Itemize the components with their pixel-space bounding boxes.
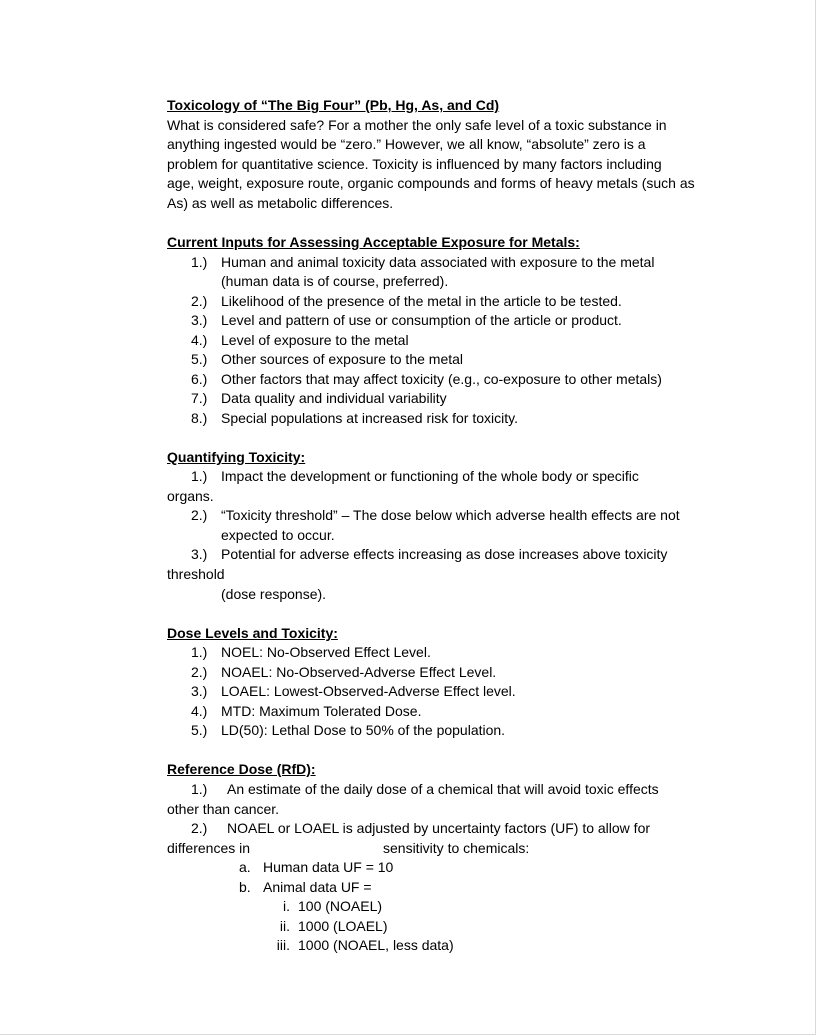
- list-number: 1.): [191, 644, 208, 660]
- list-number: 2.): [191, 293, 208, 309]
- list-item-wrap: differences in: [167, 840, 251, 856]
- big-four-para-line: anything ingested would be “zero.” However, we all know, “absolute” zero is a: [167, 136, 646, 152]
- list-number: 2.): [191, 820, 208, 836]
- list-item: [191, 467, 639, 486]
- big-four-para-line: What is considered safe? For a mother the only safe level of a toxic substance in: [167, 117, 667, 133]
- list-item-wrap: sensitivity to chemicals:: [383, 840, 530, 856]
- list-text: NOEL: No-Observed Effect Level.: [221, 644, 431, 660]
- roman-list-text: 1000 (NOAEL, less data): [298, 937, 454, 953]
- list-number: 2.): [191, 507, 208, 523]
- list-number: 8.): [191, 410, 208, 426]
- list-text: An estimate of the daily dose of a chemical that will avoid toxic effects: [227, 781, 659, 797]
- sub-list-item: [239, 858, 393, 877]
- list-item-wrap: other than cancer.: [167, 801, 280, 817]
- list-number: 1.): [191, 254, 208, 270]
- list-number: 2.): [191, 664, 208, 680]
- list-number: 5.): [191, 722, 208, 738]
- roman-numeral: ii.: [279, 918, 290, 934]
- list-item-continuation: (human data is of course, preferred).: [221, 273, 449, 289]
- list-text: Data quality and individual variability: [221, 390, 447, 406]
- list-text: NOAEL: No-Observed-Adverse Effect Level.: [221, 664, 497, 680]
- list-number: 7.): [191, 390, 208, 406]
- list-text: Special populations at increased risk for toxicity.: [221, 410, 518, 426]
- list-item: [191, 331, 409, 350]
- list-item: [191, 682, 516, 701]
- list-number: 6.): [191, 371, 208, 387]
- sub-list-item: [239, 878, 372, 897]
- list-item-wrap: threshold: [167, 566, 225, 582]
- list-item: [191, 721, 505, 740]
- list-item: [191, 702, 421, 721]
- list-item: [191, 643, 431, 662]
- list-item: [191, 780, 659, 799]
- big-four-heading: Toxicology of “The Big Four” (Pb, Hg, As, and Cd): [167, 97, 500, 113]
- list-item-continuation: (dose response).: [221, 586, 327, 602]
- inputs-heading: Current Inputs for Assessing Acceptable Exposure for Metals:: [167, 234, 580, 250]
- list-number: 1.): [191, 468, 208, 484]
- big-four-para-line: As) as well as metabolic differences.: [167, 195, 394, 211]
- list-text: NOAEL or LOAEL is adjusted by uncertainty factors (UF) to allow for: [227, 820, 651, 836]
- list-text: LD(50): Lethal Dose to 50% of the population.: [221, 722, 506, 738]
- sub-list-text: Animal data UF =: [263, 879, 372, 895]
- roman-numeral: iii.: [276, 937, 290, 953]
- list-item: [191, 389, 447, 408]
- roman-list-item: [262, 917, 388, 936]
- list-item-wrap: organs.: [167, 488, 214, 504]
- roman-list-item: [262, 936, 454, 955]
- list-item: [191, 819, 650, 838]
- roman-list-text: 100 (NOAEL): [298, 898, 383, 914]
- list-item: [191, 370, 662, 389]
- big-four-para-line: age, weight, exposure route, organic compounds and forms of heavy metals (such as: [167, 175, 695, 191]
- roman-numeral: i.: [283, 898, 290, 914]
- list-number: 1.): [191, 781, 208, 797]
- list-item-continuation: expected to occur.: [221, 527, 335, 543]
- quantifying-heading: Quantifying Toxicity:: [167, 449, 306, 465]
- list-text: Human and animal toxicity data associated with exposure to the metal: [221, 254, 655, 270]
- list-number: 4.): [191, 703, 208, 719]
- sub-list-text: Human data UF = 10: [263, 859, 394, 875]
- list-item: [191, 350, 463, 369]
- list-text: LOAEL: Lowest-Observed-Adverse Effect level.: [221, 683, 516, 699]
- sub-list-letter: b.: [239, 879, 251, 895]
- list-item: [191, 545, 667, 564]
- list-text: Level of exposure to the metal: [221, 332, 409, 348]
- list-number: 5.): [191, 351, 208, 367]
- list-item: [191, 663, 496, 682]
- list-item: [191, 311, 622, 330]
- sub-list-letter: a.: [239, 859, 251, 875]
- list-item: [191, 292, 622, 311]
- rfd-heading: Reference Dose (RfD):: [167, 761, 316, 777]
- list-text: Likelihood of the presence of the metal in the article to be tested.: [221, 293, 622, 309]
- list-text: MTD: Maximum Tolerated Dose.: [221, 703, 422, 719]
- list-number: 3.): [191, 546, 208, 562]
- list-text: Other sources of exposure to the metal: [221, 351, 464, 367]
- list-text: Impact the development or functioning of the whole body or specific: [221, 468, 639, 484]
- big-four-para-line: problem for quantitative science. Toxicity is influenced by many factors including: [167, 156, 662, 172]
- dose-levels-heading: Dose Levels and Toxicity:: [167, 625, 338, 641]
- list-text: Potential for adverse effects increasing as dose increases above toxicity: [221, 546, 668, 562]
- roman-list-text: 1000 (LOAEL): [298, 918, 388, 934]
- list-number: 4.): [191, 332, 208, 348]
- list-text: “Toxicity threshold” – The dose below which adverse health effects are not: [221, 507, 680, 523]
- list-text: Level and pattern of use or consumption of the article or product.: [221, 312, 622, 328]
- list-item: [191, 253, 654, 272]
- list-number: 3.): [191, 312, 208, 328]
- list-item: [191, 409, 518, 428]
- list-number: 3.): [191, 683, 208, 699]
- list-text: Other factors that may affect toxicity (e.g., co-exposure to other metals): [221, 371, 662, 387]
- list-item: [191, 506, 680, 525]
- roman-list-item: [262, 897, 382, 916]
